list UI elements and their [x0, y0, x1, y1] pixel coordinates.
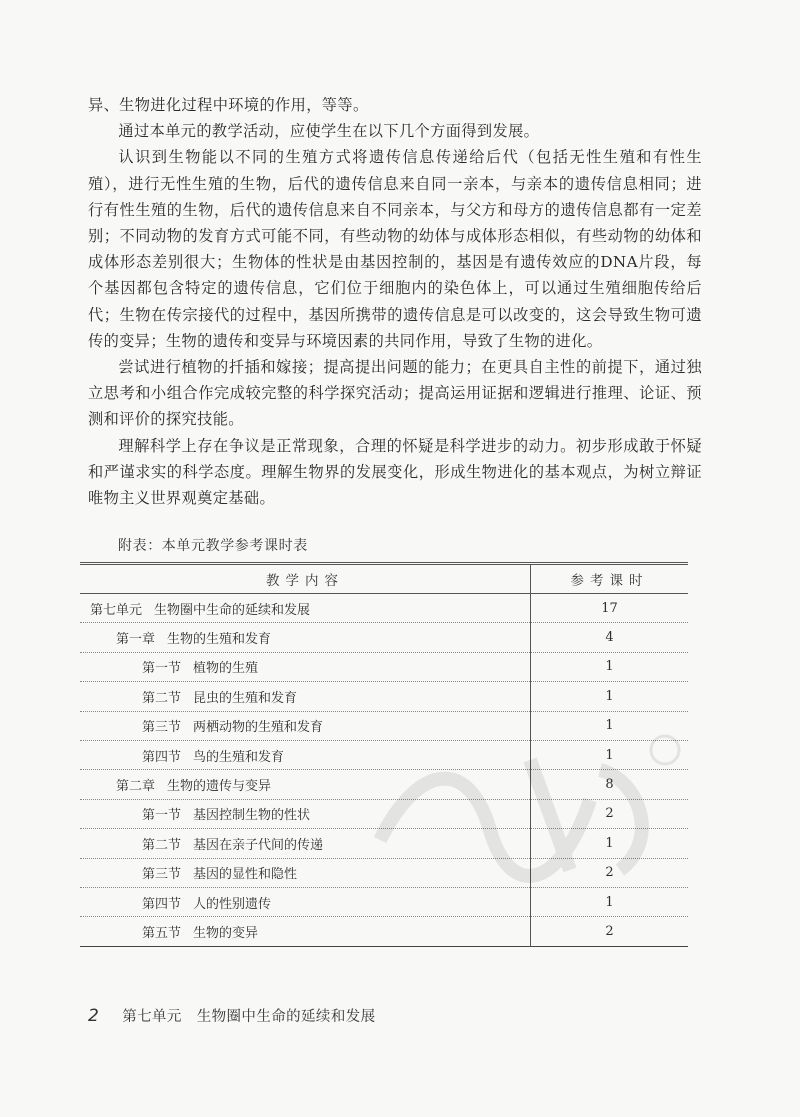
row-hours: 1 — [531, 740, 689, 769]
row-content — [80, 917, 531, 946]
row-title: 生物的遗传与变异 — [167, 779, 272, 795]
row-title: 昆虫的生殖和发育 — [193, 690, 298, 706]
table-row — [80, 682, 688, 711]
table-header-row — [80, 564, 688, 594]
row-content — [80, 711, 531, 740]
row-content — [80, 799, 531, 828]
row-content — [80, 623, 531, 652]
row-title: 人的性别遗传 — [193, 896, 272, 912]
row-content — [80, 740, 531, 769]
reference-table — [80, 562, 688, 947]
row-hours: 8 — [531, 770, 689, 799]
row-number: 第七单元 — [90, 602, 143, 618]
table-body — [80, 594, 688, 947]
table-row — [80, 740, 688, 769]
row-hours: 1 — [531, 829, 689, 858]
table-row — [80, 594, 688, 623]
row-hours: 1 — [531, 682, 689, 711]
row-content — [80, 652, 531, 681]
row-number: 第四节 — [142, 896, 182, 912]
paragraph: 尝试进行植物的扦插和嫁接；提高提出问题的能力；在更具自主性的前提下，通过独立思考和小组合作完成较完整的科学探究活动；提高运用证据和逻辑进行推理、论证、预测和评价的探究技能。 — [88, 358, 702, 429]
row-number: 第一节 — [142, 661, 182, 677]
row-number: 第三节 — [142, 867, 182, 883]
row-title: 基因在亲子代间的传递 — [193, 837, 324, 853]
row-content — [80, 770, 531, 799]
page-footer — [88, 1005, 376, 1026]
row-title: 基因控制生物的性状 — [193, 808, 311, 824]
row-content — [80, 858, 531, 887]
table-row — [80, 770, 688, 799]
row-title: 生物圈中生命的延续和发展 — [154, 602, 311, 618]
row-hours: 2 — [531, 858, 689, 887]
table-caption: 附表：本单元教学参考课时表 — [118, 538, 308, 554]
row-title: 两栖动物的生殖和发育 — [193, 720, 324, 736]
table-row — [80, 623, 688, 652]
row-number: 第三节 — [142, 720, 182, 736]
paragraph: 通过本单元的教学活动，应使学生在以下几个方面得到发展。 — [118, 122, 540, 141]
table-row — [80, 887, 688, 916]
row-title: 鸟的生殖和发育 — [193, 749, 285, 765]
row-hours: 17 — [531, 594, 689, 623]
table-row — [80, 858, 688, 887]
row-hours: 1 — [531, 711, 689, 740]
table-row — [80, 711, 688, 740]
row-number: 第二节 — [142, 690, 182, 706]
row-content — [80, 594, 531, 623]
row-number: 第一章 — [116, 632, 156, 648]
table-row — [80, 799, 688, 828]
row-title: 植物的生殖 — [193, 661, 259, 677]
row-hours: 2 — [531, 799, 689, 828]
row-hours: 1 — [531, 887, 689, 916]
header-content: 教学内容 — [80, 564, 531, 594]
row-hours: 1 — [531, 652, 689, 681]
body-text — [88, 92, 702, 511]
table-row — [80, 652, 688, 681]
paragraph: 异、生物进化过程中环境的作用，等等。 — [88, 96, 369, 114]
row-content — [80, 887, 531, 916]
row-number: 第二节 — [142, 837, 182, 853]
row-number: 第二章 — [116, 779, 156, 795]
row-hours: 4 — [531, 623, 689, 652]
row-title: 基因的显性和隐性 — [193, 867, 298, 883]
row-title: 生物的变异 — [193, 925, 259, 941]
row-content — [80, 682, 531, 711]
table-row — [80, 829, 688, 858]
paragraph: 理解科学上存在争议是正常现象，合理的怀疑是科学进步的动力。初步形成敢于怀疑和严谨求实的科学态度。理解生物界的发展变化，形成生物进化的基本观点，为树立辩证唯物主义世界观奠定基础。 — [88, 436, 702, 508]
paragraph: 认识到生物能以不同的生殖方式将遗传信息传递给后代（包括无性生殖和有性生殖），进行无性生殖的生物，后代的遗传信息来自同一亲本，与亲本的遗传信息相同；进行有性生殖的生物，后代的遗传信息来自不同亲本，与父方和母方的遗传信息都有一定差别；不同动物的发育方式可能不同，有些动物的幼体与成体形态相似，有些动物的幼体和成体形态差别很大；生物体的性状是由基因控制的，基因是有遗传效应的DNA片段，每个基因都包含特定的遗传信息，它们位于细胞内的染色体上，可以通过生殖细胞传给后代；生物在传宗接代的过程中，基因所携带的遗传信息是可以改变的，这会导致生物可遗传的变异；生物的遗传和变异与环境因素的共同作用，导致了生物的进化。 — [88, 148, 702, 350]
row-title: 生物的生殖和发育 — [167, 632, 272, 648]
row-number: 第四节 — [142, 749, 182, 765]
page-number: 2 — [88, 1006, 100, 1026]
footer-unit-title: 第七单元 生物圈中生命的延续和发展 — [122, 1009, 376, 1025]
table-row — [80, 917, 688, 946]
row-hours: 2 — [605, 923, 614, 939]
row-number: 第一节 — [142, 808, 182, 824]
row-content — [80, 829, 531, 858]
lesson-hours-table — [80, 562, 688, 947]
header-hours: 参考课时 — [531, 564, 689, 594]
row-number: 第五节 — [142, 925, 182, 941]
